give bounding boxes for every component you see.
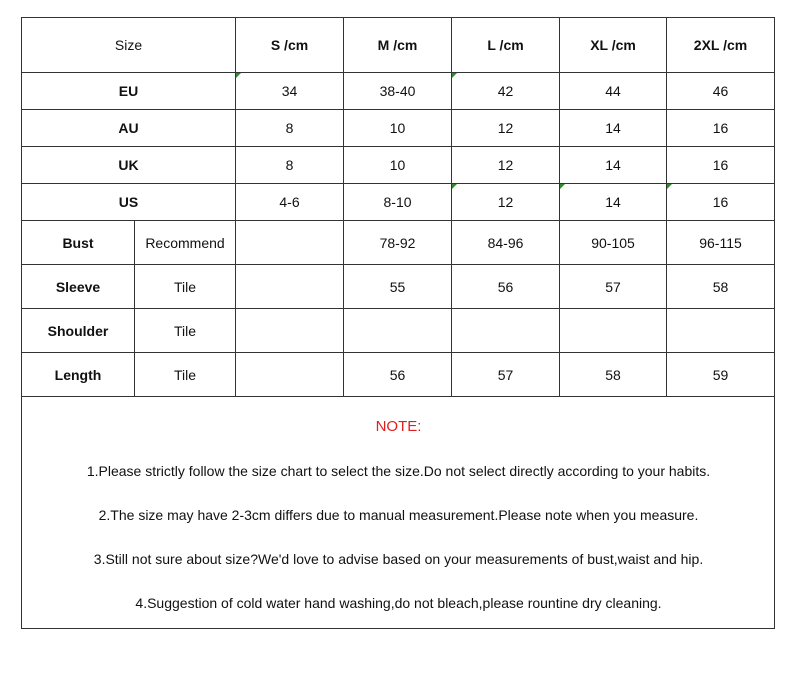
table-cell: 8-10 bbox=[344, 184, 452, 221]
table-cell: 78-92 bbox=[344, 221, 452, 265]
table-cell bbox=[344, 309, 452, 353]
table-row-uk bbox=[22, 147, 775, 184]
column-header-m: M /cm bbox=[344, 18, 452, 73]
note-title: NOTE: bbox=[375, 418, 422, 435]
table-cell: 8 bbox=[236, 110, 344, 147]
table-cell: 14 bbox=[560, 184, 667, 221]
table-cell: 59 bbox=[667, 353, 775, 397]
measure-method: Tile bbox=[135, 309, 236, 353]
row-label-shoulder: Shoulder bbox=[22, 309, 135, 353]
note-line-4: 4.Suggestion of cold water hand washing,do not bleach,please rountine dry cleaning. bbox=[135, 595, 662, 611]
column-header-2xl: 2XL /cm bbox=[667, 18, 775, 73]
table-cell: 46 bbox=[667, 73, 775, 110]
table-cell: 16 bbox=[667, 110, 775, 147]
notes-section bbox=[22, 398, 775, 614]
table-cell bbox=[236, 221, 344, 265]
table-cell: 55 bbox=[344, 265, 452, 309]
size-table bbox=[21, 17, 775, 397]
table-cell: 58 bbox=[667, 265, 775, 309]
table-cell bbox=[236, 265, 344, 309]
table-cell: 8 bbox=[236, 147, 344, 184]
table-cell: 34 bbox=[236, 73, 344, 110]
column-header-l: L /cm bbox=[452, 18, 560, 73]
table-cell: 58 bbox=[560, 353, 667, 397]
table-cell bbox=[236, 353, 344, 397]
table-cell bbox=[236, 309, 344, 353]
size-chart bbox=[21, 17, 775, 629]
table-row-bust bbox=[22, 221, 775, 265]
row-label-eu: EU bbox=[22, 73, 236, 110]
table-cell: 12 bbox=[452, 147, 560, 184]
table-cell: 14 bbox=[560, 147, 667, 184]
table-row-shoulder bbox=[22, 309, 775, 353]
table-cell: 38-40 bbox=[344, 73, 452, 110]
row-label-bust: Bust bbox=[22, 221, 135, 265]
table-cell: 12 bbox=[452, 110, 560, 147]
header-row bbox=[22, 18, 775, 73]
table-cell: 56 bbox=[344, 353, 452, 397]
table-row-au bbox=[22, 110, 775, 147]
table-cell: 96-115 bbox=[667, 221, 775, 265]
table-cell bbox=[560, 309, 667, 353]
table-cell: 10 bbox=[344, 110, 452, 147]
table-row-us bbox=[22, 184, 775, 221]
table-cell bbox=[667, 309, 775, 353]
row-label-au: AU bbox=[22, 110, 236, 147]
table-cell: 57 bbox=[452, 353, 560, 397]
row-label-sleeve: Sleeve bbox=[22, 265, 135, 309]
table-cell: 4-6 bbox=[236, 184, 344, 221]
table-cell bbox=[452, 309, 560, 353]
note-line-1: 1.Please strictly follow the size chart to select the size.Do not select directly according to your habits. bbox=[86, 463, 711, 479]
table-cell: 16 bbox=[667, 147, 775, 184]
table-cell: 16 bbox=[667, 184, 775, 221]
row-label-uk: UK bbox=[22, 147, 236, 184]
measure-method: Tile bbox=[135, 353, 236, 397]
size-title: Size bbox=[22, 18, 236, 73]
table-cell: 84-96 bbox=[452, 221, 560, 265]
table-cell: 10 bbox=[344, 147, 452, 184]
table-cell: 12 bbox=[452, 184, 560, 221]
measure-method: Recommend bbox=[135, 221, 236, 265]
table-cell: 44 bbox=[560, 73, 667, 110]
column-header-xl: XL /cm bbox=[560, 18, 667, 73]
table-cell: 42 bbox=[452, 73, 560, 110]
measure-method: Tile bbox=[135, 265, 236, 309]
note-line-3: 3.Still not sure about size?We'd love to advise based on your measurements of bust,waist and hip. bbox=[93, 551, 704, 567]
table-cell: 57 bbox=[560, 265, 667, 309]
table-cell: 56 bbox=[452, 265, 560, 309]
note-line-2: 2.The size may have 2-3cm differs due to manual measurement.Please note when you measure. bbox=[98, 507, 699, 523]
table-row-sleeve bbox=[22, 265, 775, 309]
table-cell: 14 bbox=[560, 110, 667, 147]
row-label-us: US bbox=[22, 184, 236, 221]
table-cell: 90-105 bbox=[560, 221, 667, 265]
column-header-s: S /cm bbox=[236, 18, 344, 73]
table-row-length bbox=[22, 353, 775, 397]
table-row-eu bbox=[22, 73, 775, 110]
row-label-length: Length bbox=[22, 353, 135, 397]
